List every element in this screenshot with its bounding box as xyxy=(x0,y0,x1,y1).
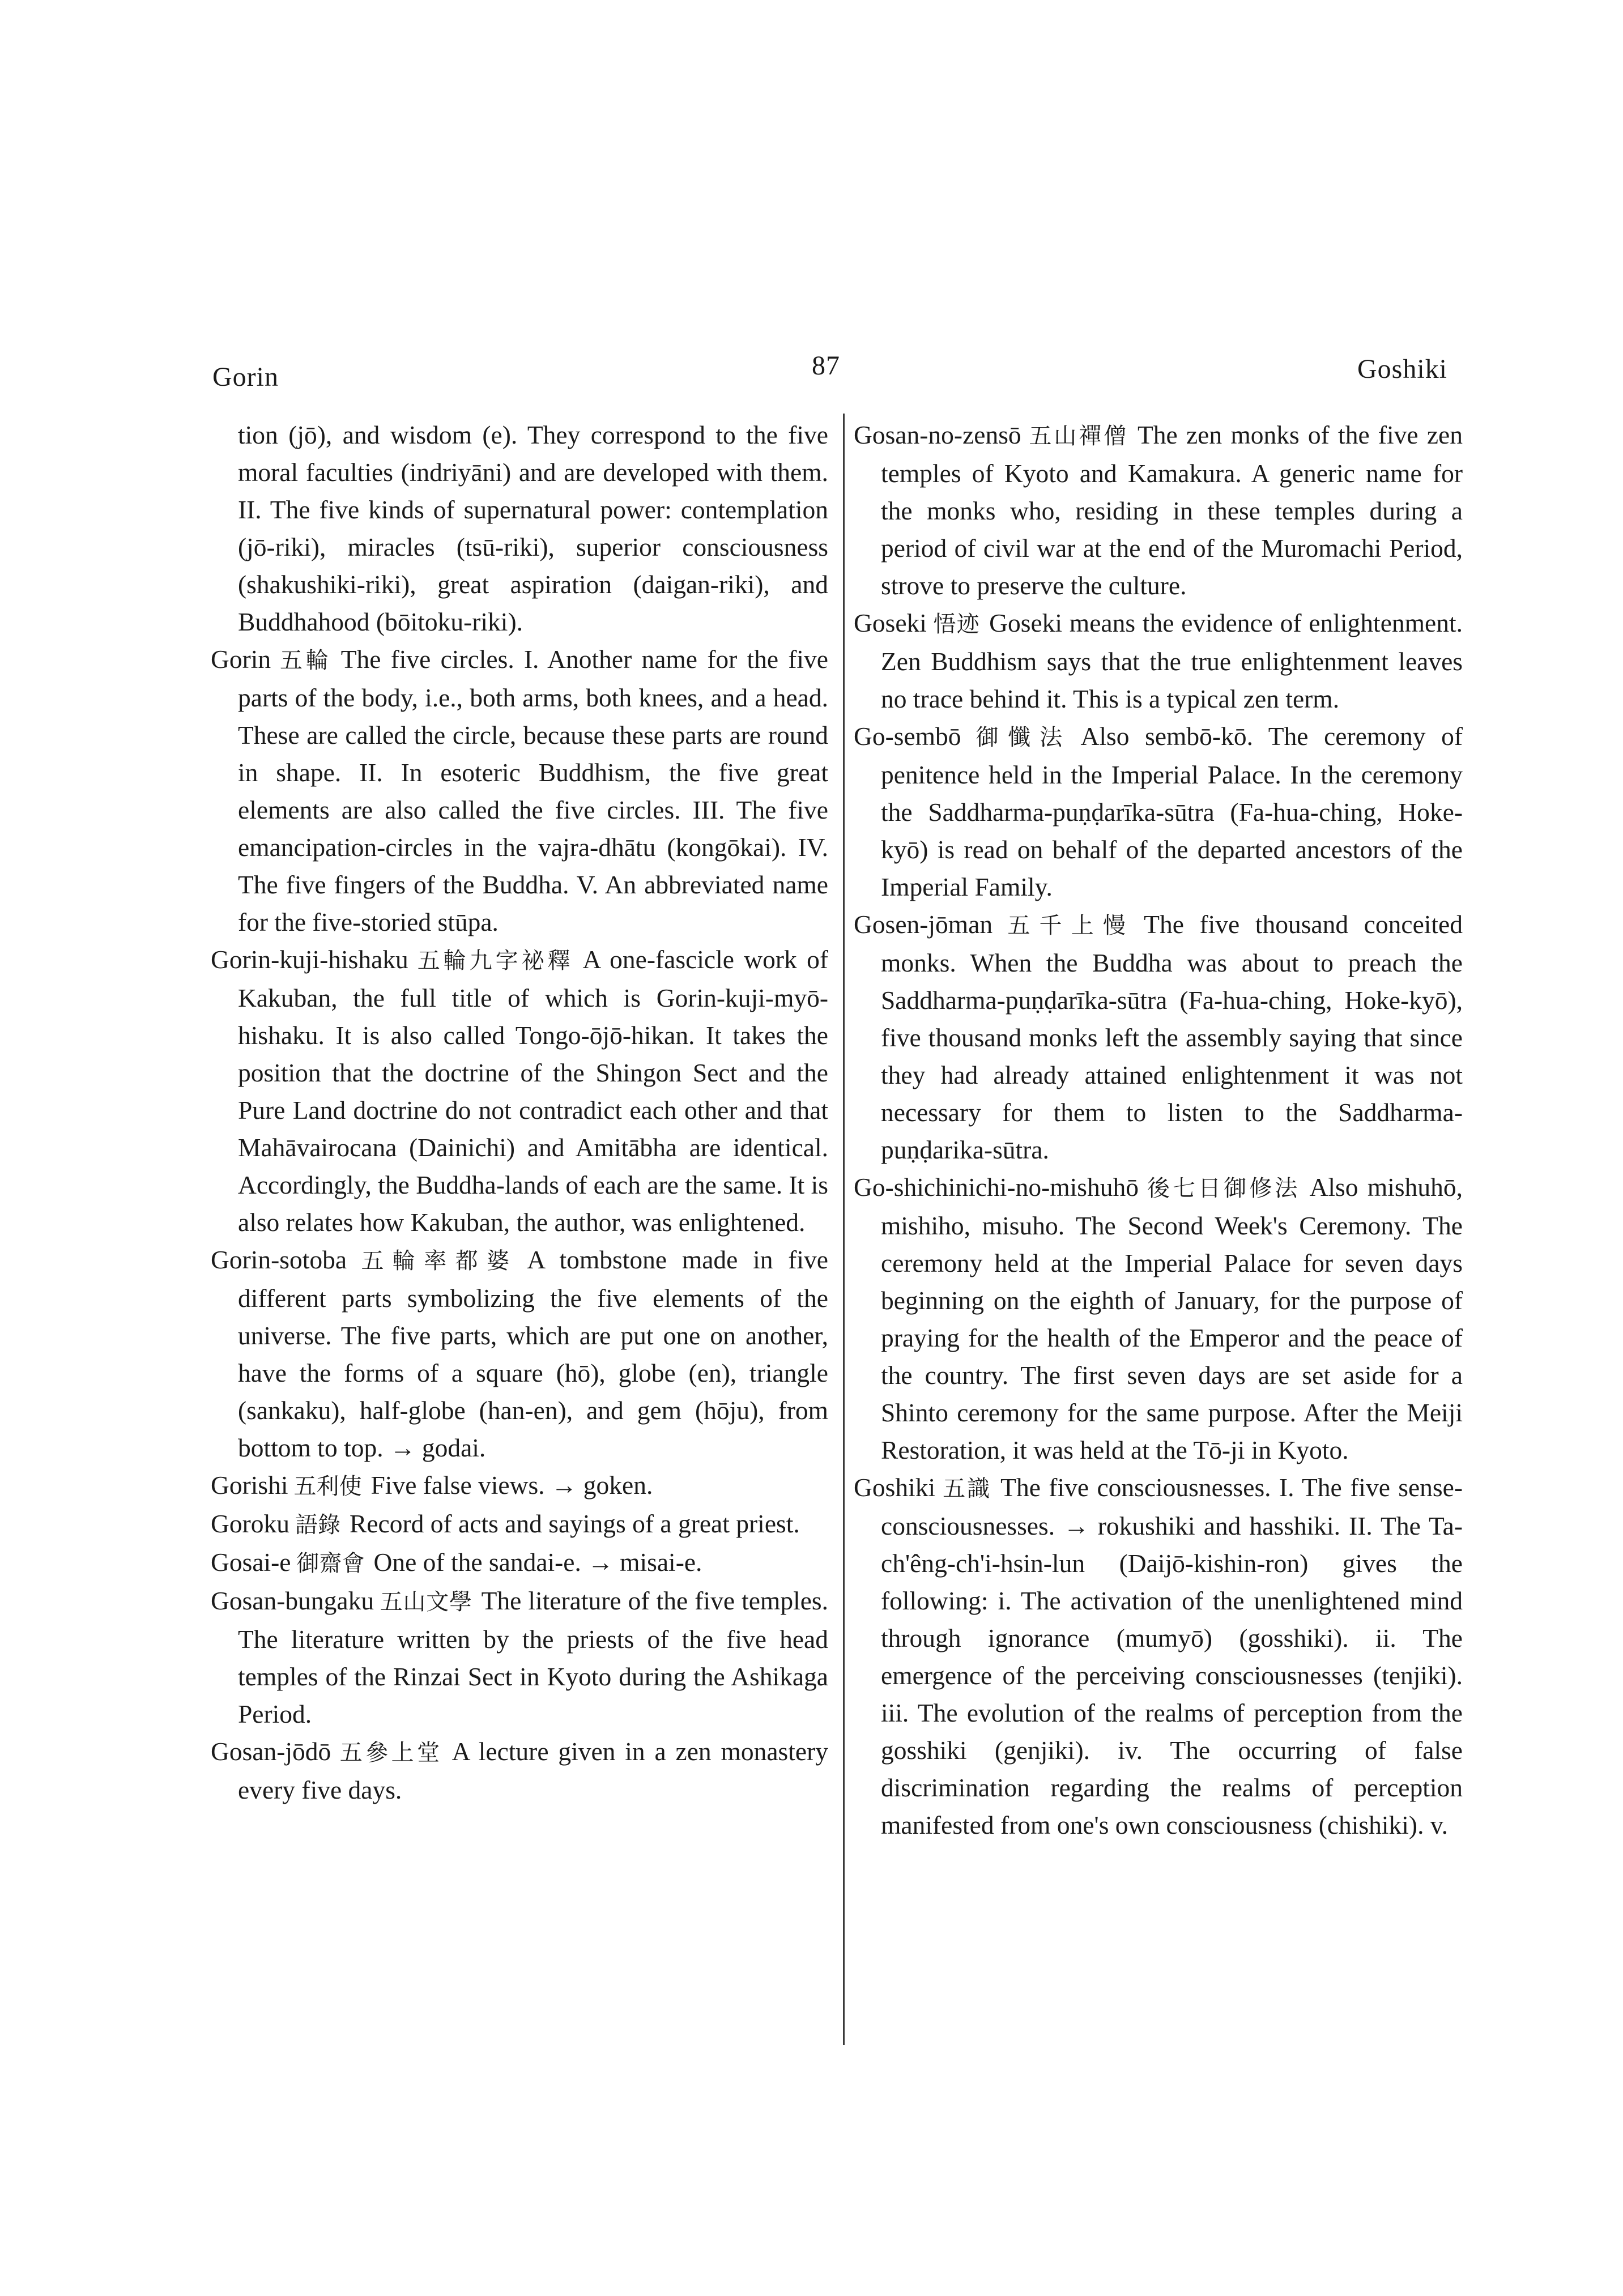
dictionary-entry xyxy=(211,1733,828,1809)
entry-headword: Go-shichinichi-no-mishuhō xyxy=(854,1173,1139,1202)
entry-headword: Goseki xyxy=(854,608,927,637)
entry-kanji: 五參上堂 xyxy=(336,1740,443,1766)
entry-kanji: 五輪九字祕釋 xyxy=(414,948,574,974)
entry-definition: Five false views. → goken. xyxy=(370,1471,653,1500)
running-header xyxy=(212,350,1447,395)
dictionary-entry xyxy=(211,1582,828,1733)
entry-headword: Goshiki xyxy=(854,1473,936,1502)
entry-definition: The five circles. I. Another name for the five parts of the body, i.e., both arms, both knees, and a head. These are called the circle, because these parts are round in shape. II. In esoteric Buddhism, the five great elements are also called the five circles. III. The five emancipation-circles in the vajra-dhātu (kongōkai). IV. The five fingers of the Buddha. V. An abbreviated name for the five-storied stūpa. xyxy=(238,645,829,936)
entry-kanji: 五利使 xyxy=(293,1473,362,1500)
right-column xyxy=(854,416,1463,1844)
entry-headword: Go-sembō xyxy=(854,722,961,751)
entry-kanji: 五千上慢 xyxy=(998,913,1135,939)
entry-definition: A lecture given in a zen monastery every five days. xyxy=(238,1737,829,1804)
left-column xyxy=(211,416,828,1809)
entry-headword: Gosen-jōman xyxy=(854,910,993,939)
entry-kanji: 五輪率都婆 xyxy=(352,1248,518,1274)
entry-headword: Goroku xyxy=(211,1509,290,1538)
entry-kanji: 語錄 xyxy=(295,1512,341,1538)
dictionary-entry xyxy=(211,1505,828,1544)
entry-definition: The literature of the five temples. The literature written by the priests of the five head temples of the Rinzai Sect in Kyoto during the Ashikaga Period. xyxy=(238,1586,828,1728)
entry-headword: Gorin-kuji-hishaku xyxy=(211,945,408,974)
entry-definition: Record of acts and sayings of a great priest. xyxy=(350,1509,800,1538)
entry-definition: Goseki means the evidence of enlightenment. Zen Buddhism says that the true enlightenment leaves no trace behind it. This is a typical zen term. xyxy=(881,608,1463,713)
dictionary-entry xyxy=(211,1241,828,1467)
entry-definition: One of the sandai-e. → misai-e. xyxy=(373,1548,702,1577)
right-running-head: Goshiki xyxy=(1357,354,1447,384)
entry-kanji: 悟迹 xyxy=(932,611,981,637)
entry-definition: A tombstone made in five different parts symbolizing the five elements of the universe. The five parts, which are put one on another, have the forms of a square (hō), globe (en), triangle (sankaku), half-globe (han-en), and gem (hōju), from bottom to top. → godai. xyxy=(238,1245,828,1462)
entry-headword: Gosai-e xyxy=(211,1548,291,1577)
entry-kanji: 後七日御修法 xyxy=(1144,1175,1301,1202)
entry-kanji: 御懺法 xyxy=(966,725,1072,751)
entry-headword: Gorin-sotoba xyxy=(211,1245,347,1274)
dictionary-entry xyxy=(211,941,828,1241)
dictionary-entry xyxy=(211,1467,828,1505)
entry-kanji: 五山禪僧 xyxy=(1026,423,1128,449)
entry-kanji: 御齋會 xyxy=(296,1550,365,1577)
page-number: 87 xyxy=(812,351,840,381)
entry-kanji: 五識 xyxy=(941,1476,992,1502)
entry-definition: Also sembō-kō. The ceremony of penitence held in the Imperial Palace. In the ceremony the Saddharma-puṇḍarīka-sūtra (Fa-hua-ching, Hoke-kyō) is read on behalf of the departed ancestors of the Imperial Family. xyxy=(881,722,1463,901)
entry-definition: A one-fascicle work of Kakuban, the full title of which is Gorin-kuji-myō-hishaku. It is also called Tongo-ōjō-hikan. It takes the position that the doctrine of the Shingon Sect and the Pure Land doctrine do not contradict each other and that Mahāvairocana (Dainichi) and Amitābha are identical. Accordingly, the Buddha-lands of each are the same. It is also relates how Kakuban, the author, was enlightened. xyxy=(238,945,829,1237)
dictionary-entry xyxy=(211,641,828,941)
entry-headword: Gorin xyxy=(211,645,271,674)
entry-definition: The five thousand conceited monks. When the Buddha was about to preach the Saddharma-puṇḍarīka-sūtra (Fa-hua-ching, Hoke-kyō), five thousand monks left the assembly saying that since they had already attained enlightenment it was not necessary for them to listen to the Saddharma-puṇḍarika-sūtra. xyxy=(881,910,1463,1164)
dictionary-entry xyxy=(854,906,1463,1169)
dictionary-entry xyxy=(854,1469,1463,1844)
entry-definition: The zen monks of the five zen temples of Kyoto and Kamakura. A generic name for the monks who, residing in these temples during a period of civil war at the end of the Muromachi Period, strove to preserve the culture. xyxy=(881,420,1463,600)
entry-headword: Gosan-jōdō xyxy=(211,1737,331,1766)
column-divider xyxy=(843,414,845,2045)
dictionary-entry xyxy=(854,718,1463,906)
continued-entry-text: tion (jō), and wisdom (e). They correspond to the five moral faculties (indriyāni) and are developed with them. II. The five kinds of supernatural power: contemplation (jō-riki), miracles (tsū-riki), superior consciousness (shakushiki-riki), great aspiration (daigan-riki), and Buddhahood (bōitoku-riki). xyxy=(238,420,828,636)
dictionary-entry xyxy=(854,416,1463,604)
entry-kanji: 五山文學 xyxy=(380,1589,472,1615)
dictionary-entry xyxy=(211,1544,828,1582)
entry-definition: Also mishuhō, mishiho, misuho. The Second Week's Ceremony. The ceremony held at the Imperial Palace for seven days beginning on the eighth of January, for the purpose of praying for the health of the Emperor and the peace of the country. The first seven days are set aside for a Shinto ceremony for the same purpose. After the Meiji Restoration, it was held at the Tō-ji in Kyoto. xyxy=(881,1173,1463,1464)
entry-definition: The five consciousnesses. I. The five sense-consciousnesses. → rokushiki and hasshiki. II. The Ta-ch'êng-ch'i-hsin-lun (Daijō-kishin-ron) gives the following: i. The activation of the unenlightened mind through ignorance (mumyō) (gosshiki). ii. The emergence of the perceiving consciousnesses (tenjiki). iii. The evolution of the realms of perception from the gosshiki (genjiki). iv. The occurring of false discrimination regarding the realms of perception manifested from one's own consciousness (chishiki). v. xyxy=(881,1473,1463,1839)
entry-kanji: 五輪 xyxy=(276,648,332,674)
dictionary-entry xyxy=(854,604,1463,718)
dictionary-entry xyxy=(854,1169,1463,1469)
entry-headword: Gorishi xyxy=(211,1471,288,1500)
left-running-head: Gorin xyxy=(212,362,279,392)
entry-headword: Gosan-bungaku xyxy=(211,1586,374,1615)
entry-headword: Gosan-no-zensō xyxy=(854,420,1021,449)
